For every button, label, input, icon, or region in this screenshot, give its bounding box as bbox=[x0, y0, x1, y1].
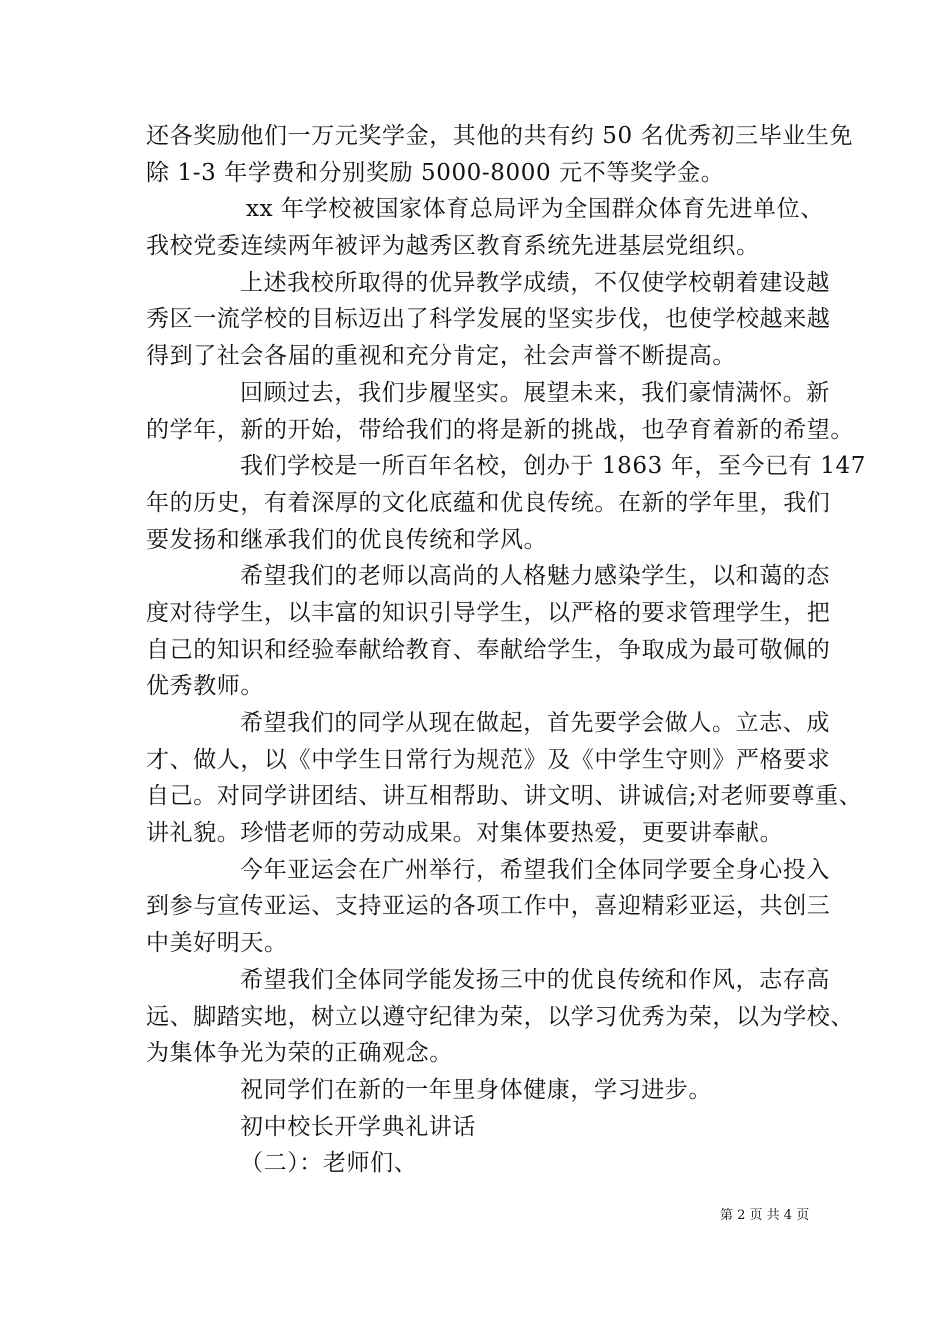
text-line: 到参与宣传亚运、支持亚运的各项工作中，喜迎精彩亚运，共创三 bbox=[146, 893, 831, 920]
text-line: 希望我们的老师以高尚的人格魅力感染学生，以和蔼的态 bbox=[240, 563, 830, 590]
text-line: 讲礼貌。珍惜老师的劳动成果。对集体要热爱，更要讲奉献。 bbox=[146, 820, 784, 847]
text-line: 我校党委连续两年被评为越秀区教育系统先进基层党组织。 bbox=[146, 233, 760, 260]
text-line: 要发扬和继承我们的优良传统和学风。 bbox=[146, 526, 548, 553]
text-line: 度对待学生，以丰富的知识引导学生，以严格的要求管理学生，把 bbox=[146, 599, 831, 626]
text-line: 才、做人，以《中学生日常行为规范》及《中学生守则》严格要求 bbox=[146, 746, 831, 773]
text-line: 中美好明天。 bbox=[146, 930, 288, 957]
text-line: xx 年学校被国家体育总局评为全国群众体育先进单位、 bbox=[246, 196, 824, 223]
text-line: 回顾过去，我们步履坚实。展望未来，我们豪情满怀。新 bbox=[240, 379, 830, 406]
text-line: 除 1-3 年学费和分别奖励 5000-8000 元不等奖学金。 bbox=[146, 159, 725, 186]
page-indicator: 第 2 页 共 4 页 bbox=[720, 1208, 810, 1223]
text-line: 希望我们全体同学能发扬三中的优良传统和作风，志存高 bbox=[240, 966, 830, 993]
text-line: 祝同学们在新的一年里身体健康，学习进步。 bbox=[240, 1076, 712, 1103]
document-body bbox=[146, 118, 866, 1182]
section-subheading: （二）：老师们、 bbox=[240, 1150, 418, 1177]
text-line: 今年亚运会在广州举行，希望我们全体同学要全身心投入 bbox=[240, 856, 830, 883]
text-line: 得到了社会各届的重视和充分肯定，社会声誉不断提高。 bbox=[146, 343, 736, 370]
text-line: 优秀教师。 bbox=[146, 673, 264, 700]
text-line: 秀区一流学校的目标迈出了科学发展的坚实步伐，也使学校越来越 bbox=[146, 306, 831, 333]
text-line: 上述我校所取得的优异教学成绩，不仅使学校朝着建设越 bbox=[240, 269, 830, 296]
text-line: 还各奖励他们一万元奖学金，其他的共有约 50 名优秀初三毕业生免 bbox=[146, 123, 854, 149]
text-line: 希望我们的同学从现在做起，首先要学会做人。立志、成 bbox=[240, 710, 830, 736]
text-line: 年的历史，有着深厚的文化底蕴和优良传统。在新的学年里，我们 bbox=[146, 489, 831, 516]
text-line: 的学年，新的开始，带给我们的将是新的挑战，也孕育着新的希望。 bbox=[146, 416, 854, 443]
text-line: 自己的知识和经验奉献给教育、奉献给学生，争取成为最可敬佩的 bbox=[146, 636, 831, 663]
section-heading: 初中校长开学典礼讲话 bbox=[240, 1113, 476, 1140]
text-line: 自己。对同学讲团结、讲互相帮助、讲文明、讲诚信;对老师要尊重、 bbox=[146, 783, 863, 810]
text-line: 远、脚踏实地，树立以遵守纪律为荣，以学习优秀为荣，以为学校、 bbox=[146, 1003, 854, 1030]
text-line: 为集体争光为荣的正确观念。 bbox=[146, 1040, 453, 1067]
text-line: 我们学校是一所百年名校，创办于 1863 年，至今已有 147 bbox=[240, 453, 866, 480]
